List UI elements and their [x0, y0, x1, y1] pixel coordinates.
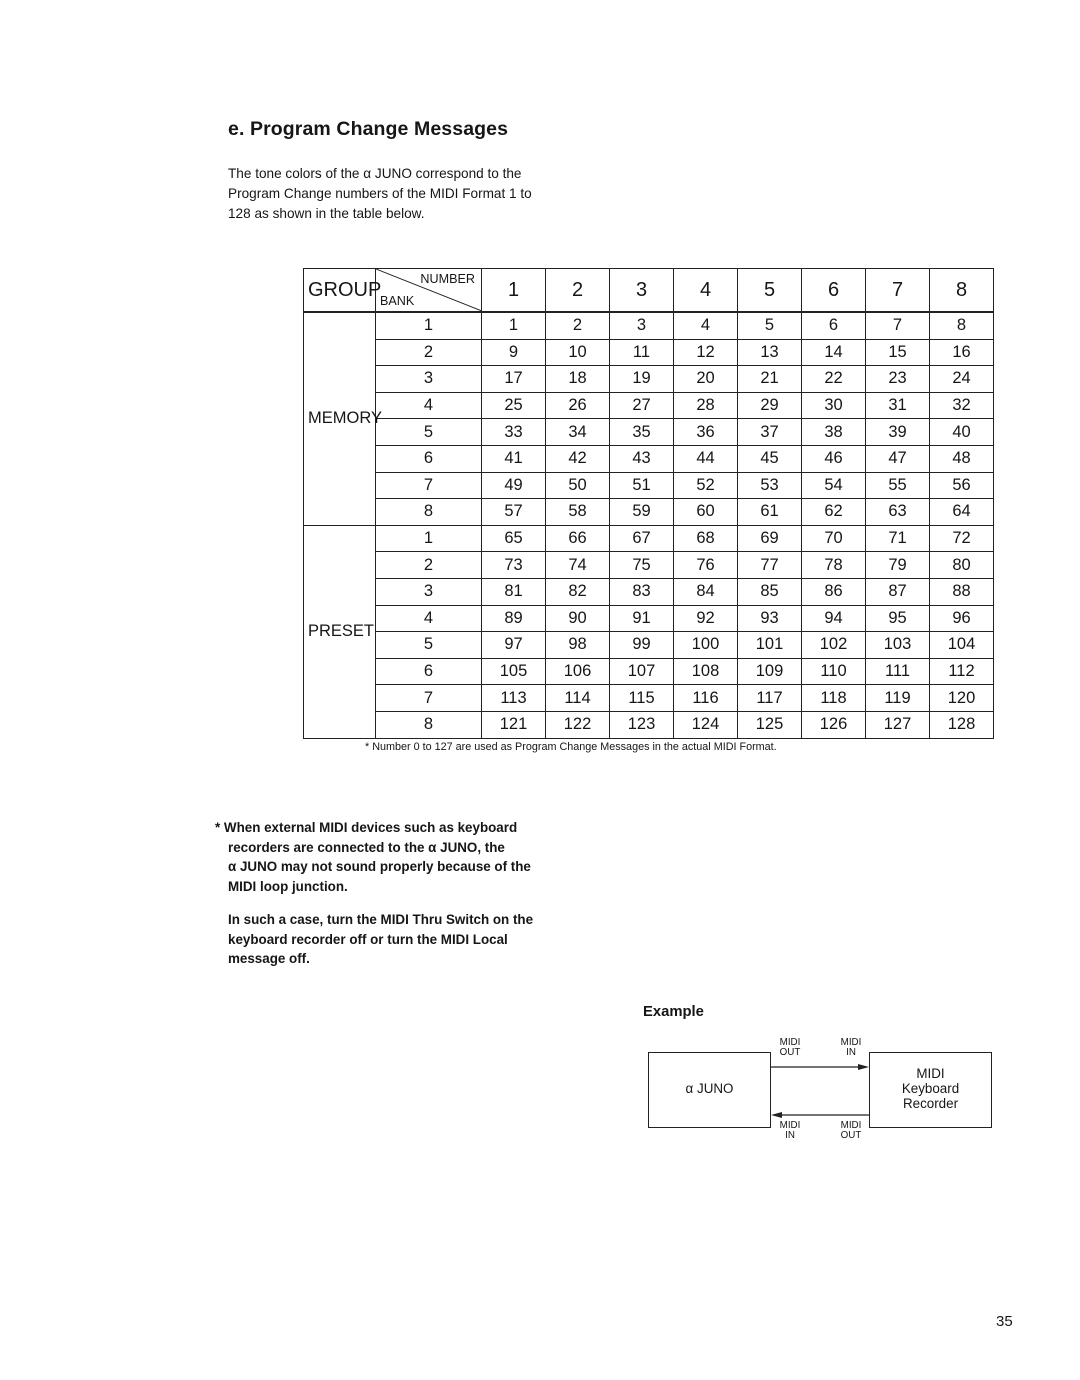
port-label-midi-in-recorder — [836, 1038, 866, 1058]
program-number-cell: 5 — [738, 312, 802, 339]
program-number-cell: 40 — [930, 419, 994, 446]
bank-cell: 8 — [376, 711, 482, 738]
program-number-cell: 2 — [546, 312, 610, 339]
section-title: e. Program Change Messages — [228, 118, 509, 140]
header-bank: BANK — [380, 294, 415, 308]
program-number-cell: 91 — [610, 605, 674, 632]
advice-line: In such a case, turn the MIDI Thru Switch on the — [228, 912, 534, 927]
program-number-cell: 26 — [546, 392, 610, 419]
program-number-cell: 48 — [930, 445, 994, 472]
program-number-cell: 85 — [738, 578, 802, 605]
program-number-cell: 116 — [674, 685, 738, 712]
program-number-cell: 31 — [866, 392, 930, 419]
program-number-cell: 47 — [866, 445, 930, 472]
program-number-cell: 77 — [738, 552, 802, 579]
table-row — [304, 499, 994, 526]
port-text: IN — [785, 1130, 795, 1141]
program-number-cell: 44 — [674, 445, 738, 472]
group-memory: MEMORY — [304, 312, 376, 525]
port-text: MIDI — [840, 1037, 862, 1048]
program-number-cell: 57 — [482, 499, 546, 526]
intro-line: The tone colors of the α JUNO correspond to the — [228, 166, 522, 181]
program-number-cell: 11 — [610, 339, 674, 366]
table-header-row — [304, 269, 994, 313]
program-number-cell: 90 — [546, 605, 610, 632]
intro-paragraph — [228, 164, 588, 224]
program-number-cell: 21 — [738, 366, 802, 393]
bank-cell: 8 — [376, 499, 482, 526]
program-number-cell: 88 — [930, 578, 994, 605]
program-number-cell: 104 — [930, 632, 994, 659]
program-number-cell: 1 — [482, 312, 546, 339]
arrow-left-icon — [771, 1112, 870, 1118]
header-number-col: 4 — [674, 269, 738, 313]
program-number-cell: 63 — [866, 499, 930, 526]
program-number-cell: 28 — [674, 392, 738, 419]
program-number-cell: 19 — [610, 366, 674, 393]
port-label-midi-out-recorder — [836, 1121, 866, 1141]
warning-note — [215, 818, 585, 896]
header-number-col: 5 — [738, 269, 802, 313]
table-row — [304, 312, 994, 339]
program-number-cell: 102 — [802, 632, 866, 659]
program-number-cell: 41 — [482, 445, 546, 472]
program-number-cell: 23 — [866, 366, 930, 393]
bank-cell: 6 — [376, 658, 482, 685]
recorder-label-line: Recorder — [902, 1096, 959, 1111]
table-row — [304, 711, 994, 738]
table-row — [304, 552, 994, 579]
program-number-cell: 128 — [930, 711, 994, 738]
midi-connection-arrows — [770, 1058, 872, 1124]
bank-cell: 1 — [376, 312, 482, 339]
program-number-cell: 117 — [738, 685, 802, 712]
table-footnote: * Number 0 to 127 are used as Program Change Messages in the actual MIDI Format. — [365, 741, 777, 753]
port-text: OUT — [779, 1047, 801, 1058]
program-number-cell: 30 — [802, 392, 866, 419]
program-change-table — [303, 268, 993, 735]
advice-note — [228, 910, 533, 969]
program-number-cell: 45 — [738, 445, 802, 472]
header-number-col: 6 — [802, 269, 866, 313]
table-row — [304, 472, 994, 499]
program-number-cell: 69 — [738, 525, 802, 552]
program-number-cell: 111 — [866, 658, 930, 685]
program-number-cell: 20 — [674, 366, 738, 393]
recorder-label-line: MIDI — [916, 1066, 945, 1081]
program-number-cell: 127 — [866, 711, 930, 738]
program-number-cell: 126 — [802, 711, 866, 738]
program-number-cell: 87 — [866, 578, 930, 605]
program-number-cell: 51 — [610, 472, 674, 499]
program-number-cell: 68 — [674, 525, 738, 552]
header-number-col: 1 — [482, 269, 546, 313]
program-number-cell: 67 — [610, 525, 674, 552]
program-number-cell: 50 — [546, 472, 610, 499]
port-text: IN — [846, 1047, 856, 1058]
program-number-cell: 12 — [674, 339, 738, 366]
program-number-cell: 101 — [738, 632, 802, 659]
program-number-cell: 43 — [610, 445, 674, 472]
program-number-cell: 64 — [930, 499, 994, 526]
program-number-cell: 103 — [866, 632, 930, 659]
bank-cell: 4 — [376, 605, 482, 632]
program-number-cell: 124 — [674, 711, 738, 738]
bank-cell: 4 — [376, 392, 482, 419]
program-number-cell: 37 — [738, 419, 802, 446]
program-number-cell: 105 — [482, 658, 546, 685]
bank-cell: 3 — [376, 578, 482, 605]
juno-label: α JUNO — [685, 1081, 734, 1096]
program-number-cell: 33 — [482, 419, 546, 446]
program-number-cell: 78 — [802, 552, 866, 579]
recorder-device-box — [869, 1052, 992, 1128]
program-number-cell: 119 — [866, 685, 930, 712]
program-number-cell: 52 — [674, 472, 738, 499]
arrow-right-icon — [770, 1064, 869, 1070]
program-number-cell: 16 — [930, 339, 994, 366]
program-number-cell: 110 — [802, 658, 866, 685]
program-number-cell: 84 — [674, 578, 738, 605]
bank-cell: 6 — [376, 445, 482, 472]
program-number-cell: 125 — [738, 711, 802, 738]
program-number-cell: 39 — [866, 419, 930, 446]
advice-line: keyboard recorder off or turn the MIDI Local — [228, 931, 508, 947]
program-number-cell: 76 — [674, 552, 738, 579]
program-number-cell: 81 — [482, 578, 546, 605]
program-number-cell: 60 — [674, 499, 738, 526]
program-number-cell: 58 — [546, 499, 610, 526]
program-number-cell: 9 — [482, 339, 546, 366]
bank-cell: 7 — [376, 472, 482, 499]
bank-cell: 2 — [376, 339, 482, 366]
program-number-cell: 75 — [610, 552, 674, 579]
warning-line: recorders are connected to the α JUNO, the — [228, 839, 505, 855]
program-number-cell: 108 — [674, 658, 738, 685]
program-number-cell: 65 — [482, 525, 546, 552]
group-preset: PRESET — [304, 525, 376, 738]
program-number-cell: 15 — [866, 339, 930, 366]
program-number-cell: 83 — [610, 578, 674, 605]
header-number-col: 7 — [866, 269, 930, 313]
program-number-cell: 95 — [866, 605, 930, 632]
table-row — [304, 525, 994, 552]
port-text: MIDI — [779, 1037, 801, 1048]
program-number-cell: 80 — [930, 552, 994, 579]
program-number-cell: 113 — [482, 685, 546, 712]
program-number-cell: 74 — [546, 552, 610, 579]
program-number-cell: 53 — [738, 472, 802, 499]
program-number-cell: 89 — [482, 605, 546, 632]
port-text: OUT — [840, 1130, 862, 1141]
program-number-cell: 94 — [802, 605, 866, 632]
program-number-cell: 18 — [546, 366, 610, 393]
bank-cell: 7 — [376, 685, 482, 712]
program-number-cell: 79 — [866, 552, 930, 579]
program-number-cell: 121 — [482, 711, 546, 738]
program-number-cell: 96 — [930, 605, 994, 632]
program-number-cell: 34 — [546, 419, 610, 446]
program-number-cell: 123 — [610, 711, 674, 738]
program-number-cell: 10 — [546, 339, 610, 366]
table-row — [304, 658, 994, 685]
program-number-cell: 61 — [738, 499, 802, 526]
program-number-cell: 42 — [546, 445, 610, 472]
program-number-cell: 100 — [674, 632, 738, 659]
program-number-cell: 66 — [546, 525, 610, 552]
program-number-cell: 7 — [866, 312, 930, 339]
program-number-cell: 112 — [930, 658, 994, 685]
intro-line: 128 as shown in the table below. — [228, 206, 425, 221]
program-number-cell: 22 — [802, 366, 866, 393]
program-number-cell: 25 — [482, 392, 546, 419]
header-number-col: 2 — [546, 269, 610, 313]
program-number-cell: 72 — [930, 525, 994, 552]
port-text: MIDI — [779, 1120, 801, 1131]
program-number-cell: 36 — [674, 419, 738, 446]
program-number-cell: 32 — [930, 392, 994, 419]
warning-line: MIDI loop junction. — [228, 878, 348, 894]
program-number-cell: 8 — [930, 312, 994, 339]
table-row — [304, 578, 994, 605]
program-number-cell: 6 — [802, 312, 866, 339]
recorder-label-line: Keyboard — [901, 1081, 960, 1096]
program-number-cell: 97 — [482, 632, 546, 659]
table-row — [304, 632, 994, 659]
program-number-cell: 29 — [738, 392, 802, 419]
program-number-cell: 114 — [546, 685, 610, 712]
program-number-cell: 49 — [482, 472, 546, 499]
program-number-cell: 27 — [610, 392, 674, 419]
table-row — [304, 685, 994, 712]
program-number-cell: 93 — [738, 605, 802, 632]
program-number-cell: 55 — [866, 472, 930, 499]
warning-line: * When external MIDI devices such as keyboard — [215, 820, 518, 835]
warning-line: α JUNO may not sound properly because of the — [228, 859, 531, 874]
table-row — [304, 605, 994, 632]
table-row — [304, 392, 994, 419]
program-number-cell: 38 — [802, 419, 866, 446]
table-row — [304, 419, 994, 446]
intro-line: Program Change numbers of the MIDI Format 1 to — [228, 186, 532, 201]
program-number-cell: 115 — [610, 685, 674, 712]
header-number-col: 3 — [610, 269, 674, 313]
program-number-cell: 92 — [674, 605, 738, 632]
port-label-midi-out-juno — [775, 1038, 805, 1058]
program-number-cell: 106 — [546, 658, 610, 685]
table-row — [304, 366, 994, 393]
program-number-cell: 4 — [674, 312, 738, 339]
page-number: 35 — [996, 1313, 1013, 1330]
program-number-cell: 17 — [482, 366, 546, 393]
program-number-cell: 120 — [930, 685, 994, 712]
port-text: MIDI — [840, 1120, 862, 1131]
port-label-midi-in-juno — [775, 1121, 805, 1141]
table-row — [304, 445, 994, 472]
table-row — [304, 339, 994, 366]
program-number-cell: 109 — [738, 658, 802, 685]
recorder-label — [870, 1066, 991, 1111]
header-number: NUMBER — [420, 272, 475, 286]
juno-device-box — [648, 1052, 771, 1128]
program-number-cell: 70 — [802, 525, 866, 552]
program-number-cell: 13 — [738, 339, 802, 366]
program-number-cell: 86 — [802, 578, 866, 605]
program-number-cell: 14 — [802, 339, 866, 366]
bank-cell: 1 — [376, 525, 482, 552]
program-number-cell: 59 — [610, 499, 674, 526]
program-number-cell: 71 — [866, 525, 930, 552]
program-number-cell: 122 — [546, 711, 610, 738]
bank-cell: 3 — [376, 366, 482, 393]
program-number-cell: 98 — [546, 632, 610, 659]
bank-cell: 2 — [376, 552, 482, 579]
program-number-cell: 56 — [930, 472, 994, 499]
program-number-cell: 35 — [610, 419, 674, 446]
program-number-cell: 118 — [802, 685, 866, 712]
program-number-cell: 62 — [802, 499, 866, 526]
bank-cell: 5 — [376, 419, 482, 446]
program-number-cell: 82 — [546, 578, 610, 605]
header-corner-cell — [376, 269, 482, 313]
program-number-cell: 73 — [482, 552, 546, 579]
program-number-cell: 54 — [802, 472, 866, 499]
program-number-cell: 107 — [610, 658, 674, 685]
program-number-cell: 99 — [610, 632, 674, 659]
bank-cell: 5 — [376, 632, 482, 659]
header-number-col: 8 — [930, 269, 994, 313]
program-number-cell: 24 — [930, 366, 994, 393]
advice-line: message off. — [228, 951, 310, 966]
example-heading: Example — [643, 1004, 704, 1020]
program-number-cell: 46 — [802, 445, 866, 472]
program-number-cell: 3 — [610, 312, 674, 339]
header-group: GROUP — [304, 269, 376, 313]
